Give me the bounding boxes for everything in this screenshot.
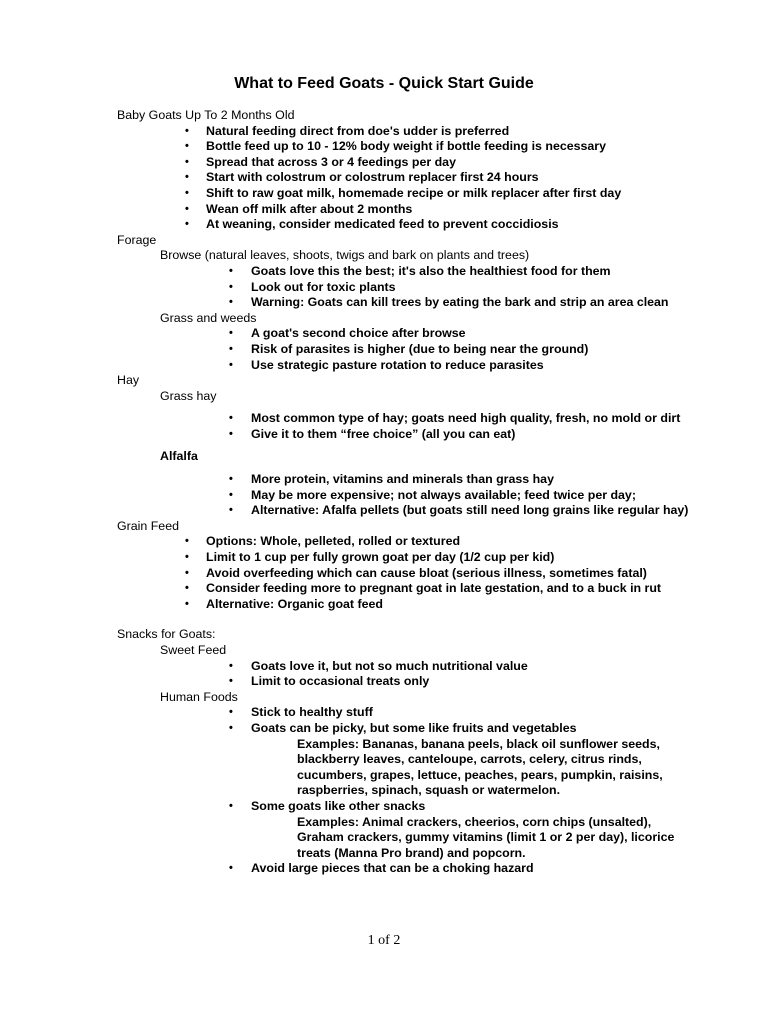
list-item: • Avoid large pieces that can be a choking hazard [0, 861, 768, 877]
subsection-heading-alfalfa: Alfalfa [160, 449, 198, 464]
list-item: • Start with colostrum or colostrum replacer first 24 hours [0, 170, 768, 186]
list-item: • Risk of parasites is higher (due to being near the ground) [0, 342, 768, 358]
subsection-heading-sweet-feed: Sweet Feed [160, 643, 227, 657]
list-item: • Stick to healthy stuff [0, 705, 768, 721]
list-item: • Alternative: Organic goat feed [0, 597, 768, 613]
spacer [0, 465, 768, 472]
page-number: 1 of 2 [367, 933, 401, 948]
list-item: • Options: Whole, pelleted, rolled or textured [0, 534, 768, 550]
example-line: Examples: Animal crackers, cheerios, corn chips (unsalted), [297, 814, 652, 829]
list-item: • Natural feeding direct from doe's udder is preferred [0, 124, 768, 140]
list-item: • Limit to 1 cup per fully grown goat per day (1/2 cup per kid) [0, 550, 768, 566]
section-heading-grain: Grain Feed [117, 518, 179, 533]
spacer [0, 442, 768, 449]
example-line: Graham crackers, gummy vitamins (limit 1 or 2 per day), licorice [297, 830, 675, 845]
list-item: • Use strategic pasture rotation to reduce parasites [0, 358, 768, 374]
list-item: • A goat's second choice after browse [0, 326, 768, 342]
list-item: • Limit to occasional treats only [0, 674, 768, 690]
section-heading-baby-goats: Baby Goats Up To 2 Months Old [117, 108, 295, 122]
page-title: What to Feed Goats - Quick Start Guide [234, 75, 534, 92]
guide-content [0, 108, 768, 877]
list-item: • Goats can be picky, but some like fruits and vegetables [0, 721, 768, 737]
list-item: • Shift to raw goat milk, homemade recipe or milk replacer after first day [0, 186, 768, 202]
list-item: • Some goats like other snacks [0, 799, 768, 815]
example-line: Examples: Bananas, banana peels, black oil sunflower seeds, [297, 736, 660, 751]
list-item: • Goats love this the best; it's also the healthiest food for them [0, 264, 768, 280]
list-item: • May be more expensive; not always available; feed twice per day; [0, 488, 768, 504]
section-heading-hay: Hay [117, 373, 140, 388]
list-item: • At weaning, consider medicated feed to prevent coccidiosis [0, 217, 768, 233]
list-item: • Wean off milk after about 2 months [0, 202, 768, 218]
subsection-heading-grass-hay: Grass hay [160, 388, 217, 403]
list-item: • Avoid overfeeding which can cause bloat (serious illness, sometimes fatal) [0, 566, 768, 582]
list-item: • Most common type of hay; goats need high quality, fresh, no mold or dirt [0, 411, 768, 427]
list-item: • Bottle feed up to 10 - 12% body weight if bottle feeding is necessary [0, 139, 768, 155]
list-item: • Give it to them “free choice” (all you can eat) [0, 427, 768, 443]
list-item: • Warning: Goats can kill trees by eating the bark and strip an area clean [0, 295, 768, 311]
list-item: • More protein, vitamins and minerals than grass hay [0, 472, 768, 488]
example-line: cucumbers, grapes, lettuce, peaches, pears, pumpkin, raisins, [297, 767, 663, 782]
list-item: • Goats love it, but not so much nutritional value [0, 659, 768, 675]
subsection-heading-browse: Browse (natural leaves, shoots, twigs and bark on plants and trees) [160, 248, 530, 263]
example-line: blackberry leaves, canteloupe, carrots, celery, citrus rinds, [297, 752, 642, 767]
example-line: raspberries, spinach, squash or watermelon. [297, 783, 561, 798]
list-item: • Alternative: Afalfa pellets (but goats still need long grains like regular hay) [0, 503, 768, 519]
list-item: • Look out for toxic plants [0, 280, 768, 296]
list-item: • Consider feeding more to pregnant goat in late gestation, and to a buck in rut [0, 581, 768, 597]
section-heading-forage: Forage [117, 232, 157, 247]
spacer [0, 612, 768, 627]
subsection-heading-grass: Grass and weeds [160, 310, 257, 325]
list-item: • Spread that across 3 or 4 feedings per day [0, 155, 768, 171]
subsection-heading-human-foods: Human Foods [160, 689, 238, 704]
spacer [0, 404, 768, 411]
section-heading-snacks: Snacks for Goats: [117, 627, 216, 642]
example-line: treats (Manna Pro brand) and popcorn. [297, 845, 526, 860]
